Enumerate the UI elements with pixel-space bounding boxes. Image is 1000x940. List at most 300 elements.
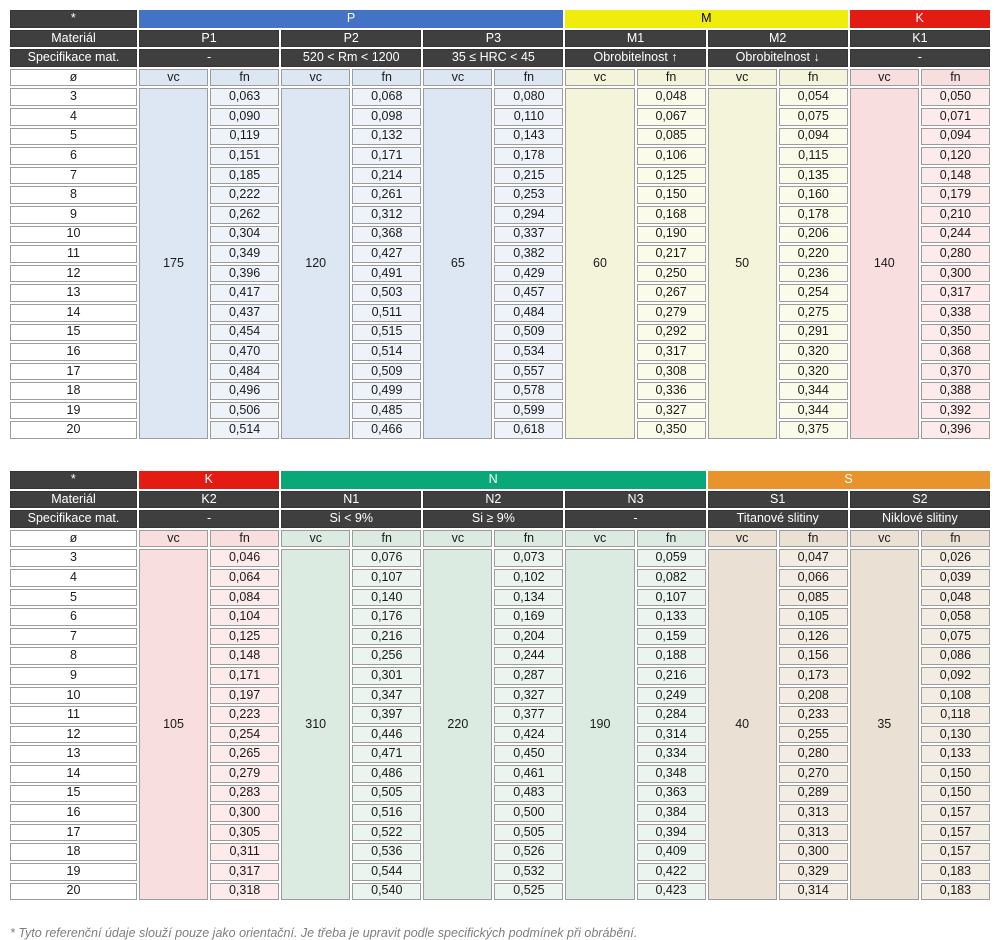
fn-value-K2-d8: 0,148: [210, 647, 279, 665]
cutting-data-table-kns: [8, 469, 992, 902]
diameter-cell-9: 9: [10, 206, 137, 224]
fn-value-K2-d19: 0,317: [210, 863, 279, 881]
fn-value-N1-d10: 0,347: [352, 687, 421, 705]
fn-value-P1-d14: 0,437: [210, 304, 279, 322]
spec-cell-P2: 520 < Rm < 1200: [281, 49, 421, 67]
fn-value-P2-d11: 0,427: [352, 245, 421, 263]
fn-value-N1-d18: 0,536: [352, 843, 421, 861]
fn-value-S1-d7: 0,126: [779, 628, 848, 646]
fn-value-S1-d16: 0,313: [779, 804, 848, 822]
fn-value-P3-d16: 0,534: [494, 343, 563, 361]
fn-value-P3-d20: 0,618: [494, 421, 563, 439]
fn-value-P3-d5: 0,143: [494, 128, 563, 146]
material-header-P2: P2: [281, 30, 421, 48]
group-band-M: M: [565, 10, 847, 28]
fn-value-P2-d20: 0,466: [352, 421, 421, 439]
vc-value-P2: 120: [281, 88, 350, 439]
fn-value-N3-d6: 0,133: [637, 608, 706, 626]
fn-value-M2-d14: 0,275: [779, 304, 848, 322]
fn-value-N3-d8: 0,188: [637, 647, 706, 665]
fn-value-S2-d9: 0,092: [921, 667, 990, 685]
material-header-N2: N2: [423, 491, 563, 509]
fn-value-M2-d3: 0,054: [779, 88, 848, 106]
fn-value-K1-d5: 0,094: [921, 128, 990, 146]
diameter-cell-10: 10: [10, 687, 137, 705]
fn-value-K1-d19: 0,392: [921, 402, 990, 420]
fn-value-N2-d8: 0,244: [494, 647, 563, 665]
star-cell: *: [10, 471, 137, 489]
fn-value-M2-d4: 0,075: [779, 108, 848, 126]
fn-value-K2-d13: 0,265: [210, 745, 279, 763]
spec-cell-P3: 35 ≤ HRC < 45: [423, 49, 563, 67]
material-row-label: Materiál: [10, 30, 137, 48]
fn-value-N1-d13: 0,471: [352, 745, 421, 763]
spec-cell-K1: -: [850, 49, 990, 67]
fn-value-N3-d5: 0,107: [637, 589, 706, 607]
fn-value-S1-d13: 0,280: [779, 745, 848, 763]
fn-value-K2-d14: 0,279: [210, 765, 279, 783]
fn-value-P2-d19: 0,485: [352, 402, 421, 420]
fn-value-K2-d18: 0,311: [210, 843, 279, 861]
fn-value-S1-d8: 0,156: [779, 647, 848, 665]
diameter-cell-13: 13: [10, 745, 137, 763]
diameter-cell-20: 20: [10, 421, 137, 439]
spec-cell-K2: -: [139, 510, 279, 528]
fn-value-N2-d6: 0,169: [494, 608, 563, 626]
vc-header-N1: vc: [281, 530, 350, 548]
fn-value-P3-d10: 0,337: [494, 226, 563, 244]
fn-value-M2-d18: 0,344: [779, 382, 848, 400]
material-header-N1: N1: [281, 491, 421, 509]
fn-value-K1-d14: 0,338: [921, 304, 990, 322]
vc-value-M1: 60: [565, 88, 634, 439]
fn-value-M2-d6: 0,115: [779, 147, 848, 165]
fn-value-N2-d5: 0,134: [494, 589, 563, 607]
fn-value-S2-d16: 0,157: [921, 804, 990, 822]
diameter-cell-20: 20: [10, 883, 137, 901]
fn-header-P2: fn: [352, 69, 421, 87]
fn-value-S1-d20: 0,314: [779, 883, 848, 901]
fn-value-P1-d7: 0,185: [210, 167, 279, 185]
fn-value-N1-d3: 0,076: [352, 549, 421, 567]
material-header-M1: M1: [565, 30, 705, 48]
fn-value-N1-d17: 0,522: [352, 824, 421, 842]
fn-value-P1-d10: 0,304: [210, 226, 279, 244]
fn-value-M1-d6: 0,106: [637, 147, 706, 165]
fn-value-N3-d15: 0,363: [637, 785, 706, 803]
material-header-S1: S1: [708, 491, 848, 509]
fn-value-M2-d20: 0,375: [779, 421, 848, 439]
diameter-cell-5: 5: [10, 589, 137, 607]
fn-value-S1-d19: 0,329: [779, 863, 848, 881]
fn-value-S1-d6: 0,105: [779, 608, 848, 626]
fn-value-P1-d12: 0,396: [210, 265, 279, 283]
fn-value-M2-d13: 0,254: [779, 284, 848, 302]
fn-value-M1-d9: 0,168: [637, 206, 706, 224]
fn-value-N2-d13: 0,450: [494, 745, 563, 763]
fn-value-S2-d12: 0,130: [921, 726, 990, 744]
diameter-cell-8: 8: [10, 186, 137, 204]
diameter-cell-8: 8: [10, 647, 137, 665]
fn-value-N2-d9: 0,287: [494, 667, 563, 685]
fn-value-P3-d7: 0,215: [494, 167, 563, 185]
vc-value-N3: 190: [565, 549, 634, 900]
fn-value-M2-d10: 0,206: [779, 226, 848, 244]
spec-cell-P1: -: [139, 49, 279, 67]
vc-value-M2: 50: [708, 88, 777, 439]
fn-value-K1-d18: 0,388: [921, 382, 990, 400]
fn-value-N1-d16: 0,516: [352, 804, 421, 822]
diameter-cell-18: 18: [10, 843, 137, 861]
vc-header-M2: vc: [708, 69, 777, 87]
diameter-cell-12: 12: [10, 265, 137, 283]
fn-value-P2-d13: 0,503: [352, 284, 421, 302]
fn-value-S2-d14: 0,150: [921, 765, 990, 783]
fn-value-N2-d19: 0,532: [494, 863, 563, 881]
fn-header-M2: fn: [779, 69, 848, 87]
fn-value-N3-d17: 0,394: [637, 824, 706, 842]
fn-value-K1-d11: 0,280: [921, 245, 990, 263]
diameter-cell-14: 14: [10, 304, 137, 322]
fn-header-M1: fn: [637, 69, 706, 87]
diameter-cell-6: 6: [10, 608, 137, 626]
fn-value-M1-d18: 0,336: [637, 382, 706, 400]
fn-value-N2-d15: 0,483: [494, 785, 563, 803]
diameter-cell-11: 11: [10, 706, 137, 724]
fn-value-P2-d5: 0,132: [352, 128, 421, 146]
fn-value-S1-d14: 0,270: [779, 765, 848, 783]
fn-value-K2-d4: 0,064: [210, 569, 279, 587]
fn-value-P1-d13: 0,417: [210, 284, 279, 302]
fn-value-N1-d9: 0,301: [352, 667, 421, 685]
vc-header-S2: vc: [850, 530, 919, 548]
fn-value-P2-d16: 0,514: [352, 343, 421, 361]
fn-value-P3-d15: 0,509: [494, 324, 563, 342]
fn-value-M1-d16: 0,317: [637, 343, 706, 361]
fn-value-P1-d19: 0,506: [210, 402, 279, 420]
fn-value-P1-d8: 0,222: [210, 186, 279, 204]
fn-value-K2-d12: 0,254: [210, 726, 279, 744]
fn-value-K2-d5: 0,084: [210, 589, 279, 607]
fn-header-S1: fn: [779, 530, 848, 548]
spec-cell-N2: Si ≥ 9%: [423, 510, 563, 528]
fn-value-N1-d8: 0,256: [352, 647, 421, 665]
vc-header-S1: vc: [708, 530, 777, 548]
fn-value-M2-d8: 0,160: [779, 186, 848, 204]
fn-value-K1-d9: 0,210: [921, 206, 990, 224]
fn-value-P3-d9: 0,294: [494, 206, 563, 224]
material-header-S2: S2: [850, 491, 990, 509]
spec-row-label: Specifikace mat.: [10, 510, 137, 528]
diameter-cell-19: 19: [10, 863, 137, 881]
fn-value-N2-d20: 0,525: [494, 883, 563, 901]
fn-value-N1-d4: 0,107: [352, 569, 421, 587]
fn-value-P3-d3: 0,080: [494, 88, 563, 106]
fn-value-S1-d15: 0,289: [779, 785, 848, 803]
fn-value-S2-d4: 0,039: [921, 569, 990, 587]
fn-value-K2-d11: 0,223: [210, 706, 279, 724]
fn-value-P1-d4: 0,090: [210, 108, 279, 126]
fn-value-N1-d20: 0,540: [352, 883, 421, 901]
vc-header-P1: vc: [139, 69, 208, 87]
fn-value-N1-d5: 0,140: [352, 589, 421, 607]
data-row-d3: [10, 549, 990, 567]
fn-value-P1-d17: 0,484: [210, 363, 279, 381]
spec-cell-N3: -: [565, 510, 705, 528]
fn-value-N1-d15: 0,505: [352, 785, 421, 803]
fn-value-P3-d19: 0,599: [494, 402, 563, 420]
fn-value-S1-d5: 0,085: [779, 589, 848, 607]
fn-value-P1-d20: 0,514: [210, 421, 279, 439]
fn-value-K1-d20: 0,396: [921, 421, 990, 439]
fn-value-N2-d4: 0,102: [494, 569, 563, 587]
fn-value-M1-d15: 0,292: [637, 324, 706, 342]
fn-value-S2-d5: 0,048: [921, 589, 990, 607]
fn-value-P1-d5: 0,119: [210, 128, 279, 146]
fn-value-M2-d9: 0,178: [779, 206, 848, 224]
fn-value-P1-d16: 0,470: [210, 343, 279, 361]
spec-cell-M2: Obrobitelnost ↓: [708, 49, 848, 67]
fn-value-S1-d9: 0,173: [779, 667, 848, 685]
fn-value-N3-d3: 0,059: [637, 549, 706, 567]
fn-value-N3-d11: 0,284: [637, 706, 706, 724]
fn-value-K1-d8: 0,179: [921, 186, 990, 204]
fn-value-P2-d6: 0,171: [352, 147, 421, 165]
fn-value-N3-d16: 0,384: [637, 804, 706, 822]
fn-value-K2-d10: 0,197: [210, 687, 279, 705]
fn-value-K1-d4: 0,071: [921, 108, 990, 126]
diameter-cell-17: 17: [10, 824, 137, 842]
diameter-cell-14: 14: [10, 765, 137, 783]
diameter-cell-16: 16: [10, 343, 137, 361]
diameter-cell-17: 17: [10, 363, 137, 381]
fn-value-K2-d6: 0,104: [210, 608, 279, 626]
fn-value-N1-d19: 0,544: [352, 863, 421, 881]
fn-value-S2-d10: 0,108: [921, 687, 990, 705]
diameter-cell-16: 16: [10, 804, 137, 822]
fn-value-S1-d17: 0,313: [779, 824, 848, 842]
fn-value-P2-d10: 0,368: [352, 226, 421, 244]
fn-value-P3-d13: 0,457: [494, 284, 563, 302]
fn-value-M2-d5: 0,094: [779, 128, 848, 146]
fn-value-N2-d3: 0,073: [494, 549, 563, 567]
group-band-S: S: [708, 471, 990, 489]
fn-value-K2-d16: 0,300: [210, 804, 279, 822]
vc-header-K2: vc: [139, 530, 208, 548]
fn-value-N3-d10: 0,249: [637, 687, 706, 705]
fn-value-P1-d15: 0,454: [210, 324, 279, 342]
fn-value-P2-d3: 0,068: [352, 88, 421, 106]
fn-value-N2-d18: 0,526: [494, 843, 563, 861]
fn-value-M2-d19: 0,344: [779, 402, 848, 420]
star-cell: *: [10, 10, 137, 28]
vc-header-P3: vc: [423, 69, 492, 87]
diameter-cell-3: 3: [10, 549, 137, 567]
fn-value-N1-d6: 0,176: [352, 608, 421, 626]
fn-value-P1-d11: 0,349: [210, 245, 279, 263]
fn-value-N3-d19: 0,422: [637, 863, 706, 881]
fn-header-P3: fn: [494, 69, 563, 87]
fn-value-M2-d15: 0,291: [779, 324, 848, 342]
vc-value-P1: 175: [139, 88, 208, 439]
fn-value-N3-d20: 0,423: [637, 883, 706, 901]
diameter-cell-11: 11: [10, 245, 137, 263]
data-row-d3: [10, 88, 990, 106]
fn-value-P1-d3: 0,063: [210, 88, 279, 106]
fn-value-S1-d3: 0,047: [779, 549, 848, 567]
fn-header-N1: fn: [352, 530, 421, 548]
fn-value-K2-d9: 0,171: [210, 667, 279, 685]
fn-value-N1-d14: 0,486: [352, 765, 421, 783]
fn-value-N3-d4: 0,082: [637, 569, 706, 587]
fn-header-S2: fn: [921, 530, 990, 548]
fn-header-K2: fn: [210, 530, 279, 548]
fn-value-P2-d4: 0,098: [352, 108, 421, 126]
fn-value-K1-d13: 0,317: [921, 284, 990, 302]
fn-value-K1-d10: 0,244: [921, 226, 990, 244]
fn-value-S1-d11: 0,233: [779, 706, 848, 724]
fn-value-K1-d15: 0,350: [921, 324, 990, 342]
fn-value-P2-d7: 0,214: [352, 167, 421, 185]
fn-value-P3-d11: 0,382: [494, 245, 563, 263]
group-band-K: K: [139, 471, 279, 489]
fn-value-P1-d18: 0,496: [210, 382, 279, 400]
vc-value-K2: 105: [139, 549, 208, 900]
fn-value-M1-d10: 0,190: [637, 226, 706, 244]
fn-value-P3-d4: 0,110: [494, 108, 563, 126]
footnote: * Tyto referenční údaje slouží pouze jako orientační. Je třeba je upravit podle specifických podmínek při obrábění.: [10, 926, 638, 940]
diameter-cell-10: 10: [10, 226, 137, 244]
fn-value-S2-d3: 0,026: [921, 549, 990, 567]
fn-value-S2-d13: 0,133: [921, 745, 990, 763]
fn-value-M1-d4: 0,067: [637, 108, 706, 126]
vc-header-K1: vc: [850, 69, 919, 87]
fn-value-N3-d18: 0,409: [637, 843, 706, 861]
cutting-data-table-pmk: [8, 8, 992, 441]
diameter-cell-15: 15: [10, 324, 137, 342]
fn-value-N3-d13: 0,334: [637, 745, 706, 763]
fn-header-N2: fn: [494, 530, 563, 548]
fn-value-K1-d17: 0,370: [921, 363, 990, 381]
fn-value-N1-d7: 0,216: [352, 628, 421, 646]
fn-value-S2-d19: 0,183: [921, 863, 990, 881]
fn-value-N2-d11: 0,377: [494, 706, 563, 724]
fn-value-S2-d18: 0,157: [921, 843, 990, 861]
group-band-N: N: [281, 471, 705, 489]
diameter-cell-19: 19: [10, 402, 137, 420]
diameter-column-header: ø: [10, 69, 137, 87]
fn-value-P2-d9: 0,312: [352, 206, 421, 224]
diameter-cell-7: 7: [10, 628, 137, 646]
vc-value-S1: 40: [708, 549, 777, 900]
fn-value-P2-d17: 0,509: [352, 363, 421, 381]
fn-value-M1-d3: 0,048: [637, 88, 706, 106]
diameter-cell-5: 5: [10, 128, 137, 146]
fn-value-M1-d13: 0,267: [637, 284, 706, 302]
diameter-cell-4: 4: [10, 108, 137, 126]
group-band-K: K: [850, 10, 990, 28]
diameter-column-header: ø: [10, 530, 137, 548]
diameter-cell-12: 12: [10, 726, 137, 744]
fn-value-S2-d11: 0,118: [921, 706, 990, 724]
fn-value-M2-d12: 0,236: [779, 265, 848, 283]
fn-value-P3-d8: 0,253: [494, 186, 563, 204]
fn-value-K1-d3: 0,050: [921, 88, 990, 106]
fn-value-N2-d10: 0,327: [494, 687, 563, 705]
material-header-K2: K2: [139, 491, 279, 509]
fn-value-P3-d12: 0,429: [494, 265, 563, 283]
diameter-cell-6: 6: [10, 147, 137, 165]
fn-value-P1-d9: 0,262: [210, 206, 279, 224]
vc-header-N2: vc: [423, 530, 492, 548]
diameter-cell-18: 18: [10, 382, 137, 400]
diameter-cell-13: 13: [10, 284, 137, 302]
fn-value-P3-d18: 0,578: [494, 382, 563, 400]
fn-value-S1-d18: 0,300: [779, 843, 848, 861]
diameter-cell-7: 7: [10, 167, 137, 185]
material-header-P3: P3: [423, 30, 563, 48]
fn-value-N1-d11: 0,397: [352, 706, 421, 724]
vc-value-K1: 140: [850, 88, 919, 439]
fn-value-K1-d16: 0,368: [921, 343, 990, 361]
diameter-cell-9: 9: [10, 667, 137, 685]
material-header-M2: M2: [708, 30, 848, 48]
fn-value-S1-d10: 0,208: [779, 687, 848, 705]
fn-value-S2-d8: 0,086: [921, 647, 990, 665]
fn-value-S2-d7: 0,075: [921, 628, 990, 646]
fn-value-S2-d17: 0,157: [921, 824, 990, 842]
material-header-K1: K1: [850, 30, 990, 48]
vc-value-S2: 35: [850, 549, 919, 900]
fn-value-N3-d9: 0,216: [637, 667, 706, 685]
fn-value-M1-d8: 0,150: [637, 186, 706, 204]
fn-value-K1-d6: 0,120: [921, 147, 990, 165]
fn-value-P2-d14: 0,511: [352, 304, 421, 322]
vc-value-P3: 65: [423, 88, 492, 439]
fn-value-N2-d14: 0,461: [494, 765, 563, 783]
group-band-P: P: [139, 10, 563, 28]
fn-value-S2-d6: 0,058: [921, 608, 990, 626]
fn-value-S2-d15: 0,150: [921, 785, 990, 803]
vc-header-M1: vc: [565, 69, 634, 87]
fn-value-N2-d12: 0,424: [494, 726, 563, 744]
fn-header-K1: fn: [921, 69, 990, 87]
fn-value-M1-d7: 0,125: [637, 167, 706, 185]
fn-header-N3: fn: [637, 530, 706, 548]
spec-row-label: Specifikace mat.: [10, 49, 137, 67]
material-header-P1: P1: [139, 30, 279, 48]
fn-value-N2-d17: 0,505: [494, 824, 563, 842]
material-row-label: Materiál: [10, 491, 137, 509]
fn-value-M2-d17: 0,320: [779, 363, 848, 381]
fn-value-P2-d12: 0,491: [352, 265, 421, 283]
fn-header-P1: fn: [210, 69, 279, 87]
material-header-N3: N3: [565, 491, 705, 509]
fn-value-P3-d14: 0,484: [494, 304, 563, 322]
diameter-cell-4: 4: [10, 569, 137, 587]
vc-header-P2: vc: [281, 69, 350, 87]
fn-value-M2-d7: 0,135: [779, 167, 848, 185]
fn-value-M2-d16: 0,320: [779, 343, 848, 361]
fn-value-N3-d14: 0,348: [637, 765, 706, 783]
fn-value-M1-d19: 0,327: [637, 402, 706, 420]
fn-value-M1-d17: 0,308: [637, 363, 706, 381]
fn-value-K2-d20: 0,318: [210, 883, 279, 901]
fn-value-S1-d4: 0,066: [779, 569, 848, 587]
vc-header-N3: vc: [565, 530, 634, 548]
spec-cell-S1: Titanové slitiny: [708, 510, 848, 528]
fn-value-N2-d7: 0,204: [494, 628, 563, 646]
